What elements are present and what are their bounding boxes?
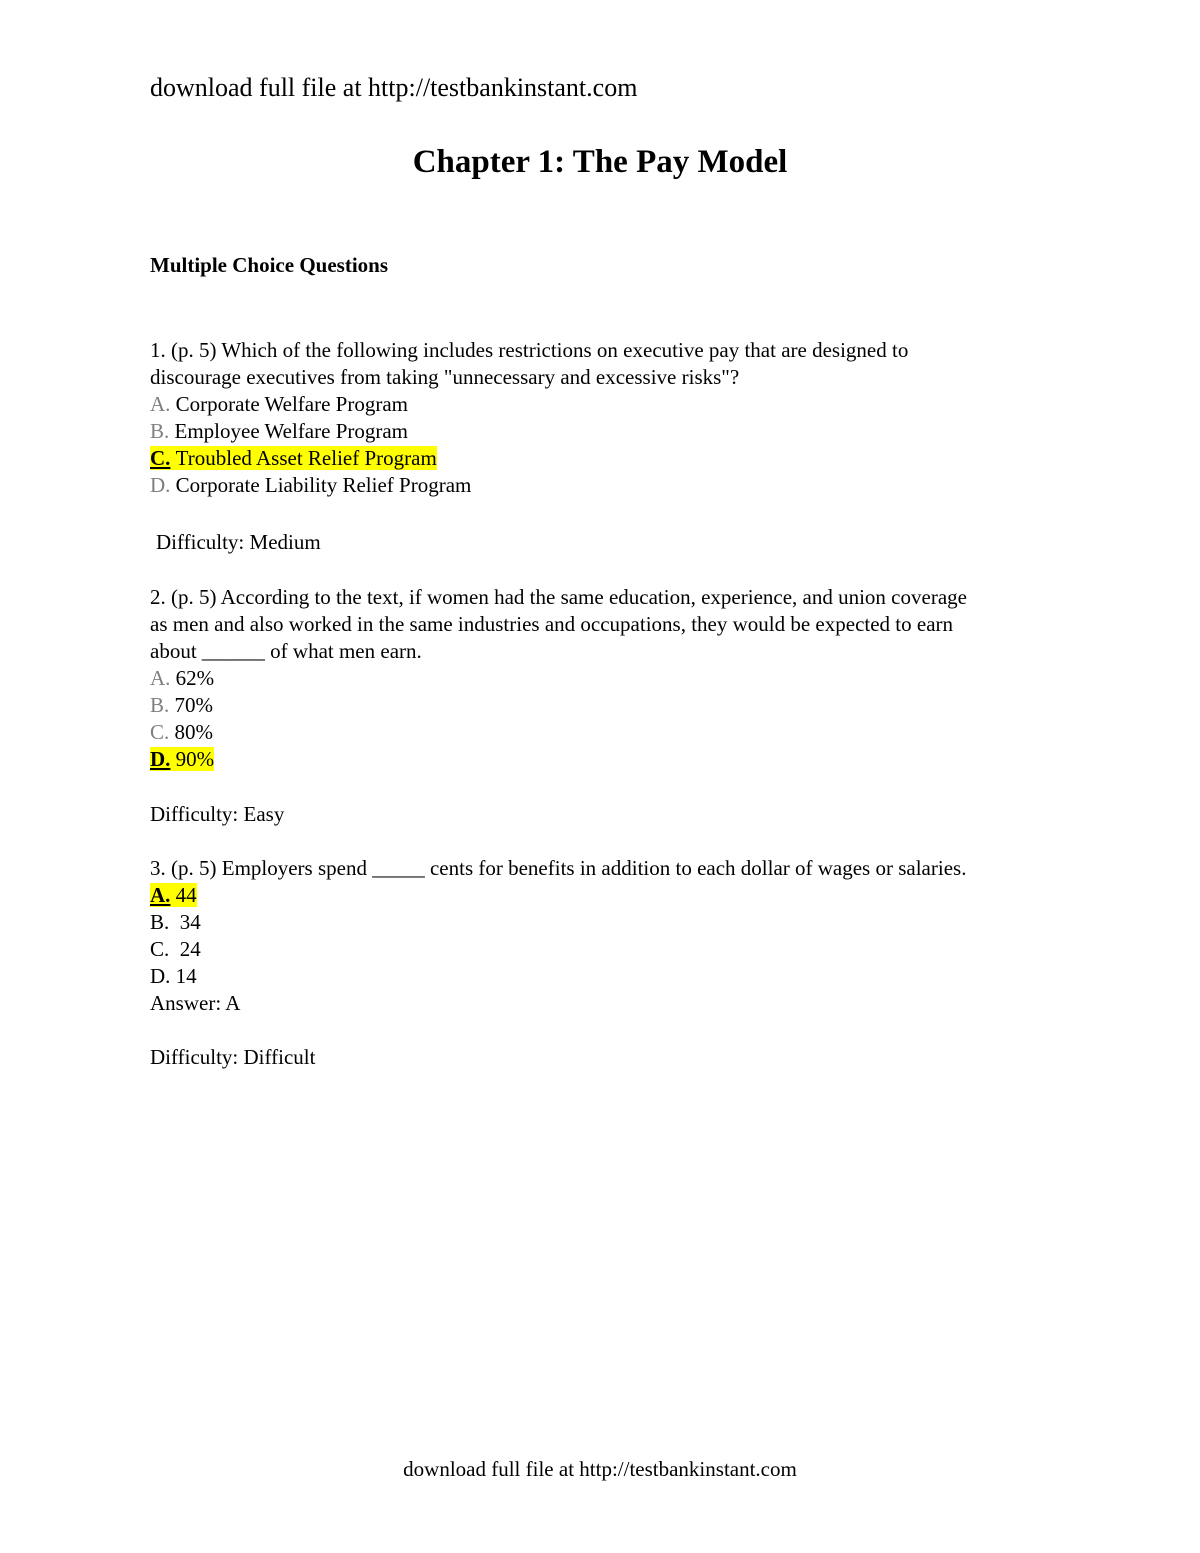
option-text: 24 (179, 937, 201, 961)
answer-option-correct (150, 882, 1080, 909)
section-heading: Multiple Choice Questions (150, 253, 389, 277)
option-text: 70% (174, 693, 214, 717)
option-text: 80% (174, 720, 214, 744)
question-1 (150, 337, 1080, 556)
option-letter: B. (150, 419, 170, 443)
option-letter: B. (150, 693, 170, 717)
option-text: 34 (179, 910, 201, 934)
option-letter: D. (150, 964, 171, 988)
question-stem-line: 1. (p. 5) Which of the following includes restrictions on executive pay that are designed to (150, 338, 909, 362)
answer-option (150, 665, 1080, 692)
answer-option (150, 936, 1080, 963)
option-letter: B. (150, 910, 170, 934)
answer-option (150, 472, 1080, 499)
option-text: 90% (175, 747, 215, 771)
option-text: 62% (175, 666, 215, 690)
option-letter: D. (150, 473, 171, 497)
question-stem-line: discourage executives from taking "unnecessary and excessive risks"? (150, 365, 740, 389)
question-stem-line: 2. (p. 5) According to the text, if women had the same education, experience, and union coverage (150, 585, 967, 609)
option-text: Corporate Welfare Program (175, 392, 409, 416)
question-stem-line: 3. (p. 5) Employers spend _____ cents for benefits in addition to each dollar of wages or salaries. (150, 856, 967, 880)
option-letter: A. (150, 666, 171, 690)
option-letter: A. (150, 392, 171, 416)
answer-option (150, 963, 1080, 990)
header-download-link[interactable]: download full file at http://testbankinstant.com (150, 73, 638, 102)
option-letter: A. (150, 883, 171, 907)
option-text: 44 (175, 883, 197, 907)
answer-option-correct (150, 445, 1080, 472)
answer-option (150, 391, 1080, 418)
footer-download-link[interactable]: download full file at http://testbankinstant.com (403, 1457, 797, 1481)
option-letter: C. (150, 937, 170, 961)
option-text: Troubled Asset Relief Program (175, 446, 437, 470)
option-text: Corporate Liability Relief Program (175, 473, 472, 497)
question-2 (150, 584, 1080, 828)
answer-label: Answer: A (150, 991, 241, 1015)
answer-option (150, 418, 1080, 445)
difficulty-label: Difficulty: Easy (150, 802, 285, 826)
answer-option (150, 719, 1080, 746)
option-text: Employee Welfare Program (174, 419, 409, 443)
option-letter: C. (150, 720, 170, 744)
answer-option (150, 692, 1080, 719)
difficulty-label: Difficulty: Medium (156, 530, 321, 554)
option-letter: C. (150, 446, 171, 470)
page-title: Chapter 1: The Pay Model (412, 144, 788, 180)
option-letter: D. (150, 747, 171, 771)
answer-option-correct (150, 746, 1080, 773)
difficulty-label: Difficulty: Difficult (150, 1045, 316, 1069)
question-stem-line: about ______ of what men earn. (150, 639, 422, 663)
option-text: 14 (175, 964, 197, 988)
question-stem-line: as men and also worked in the same industries and occupations, they would be expected to earn (150, 612, 954, 636)
answer-option (150, 909, 1080, 936)
question-3 (150, 855, 1080, 1071)
